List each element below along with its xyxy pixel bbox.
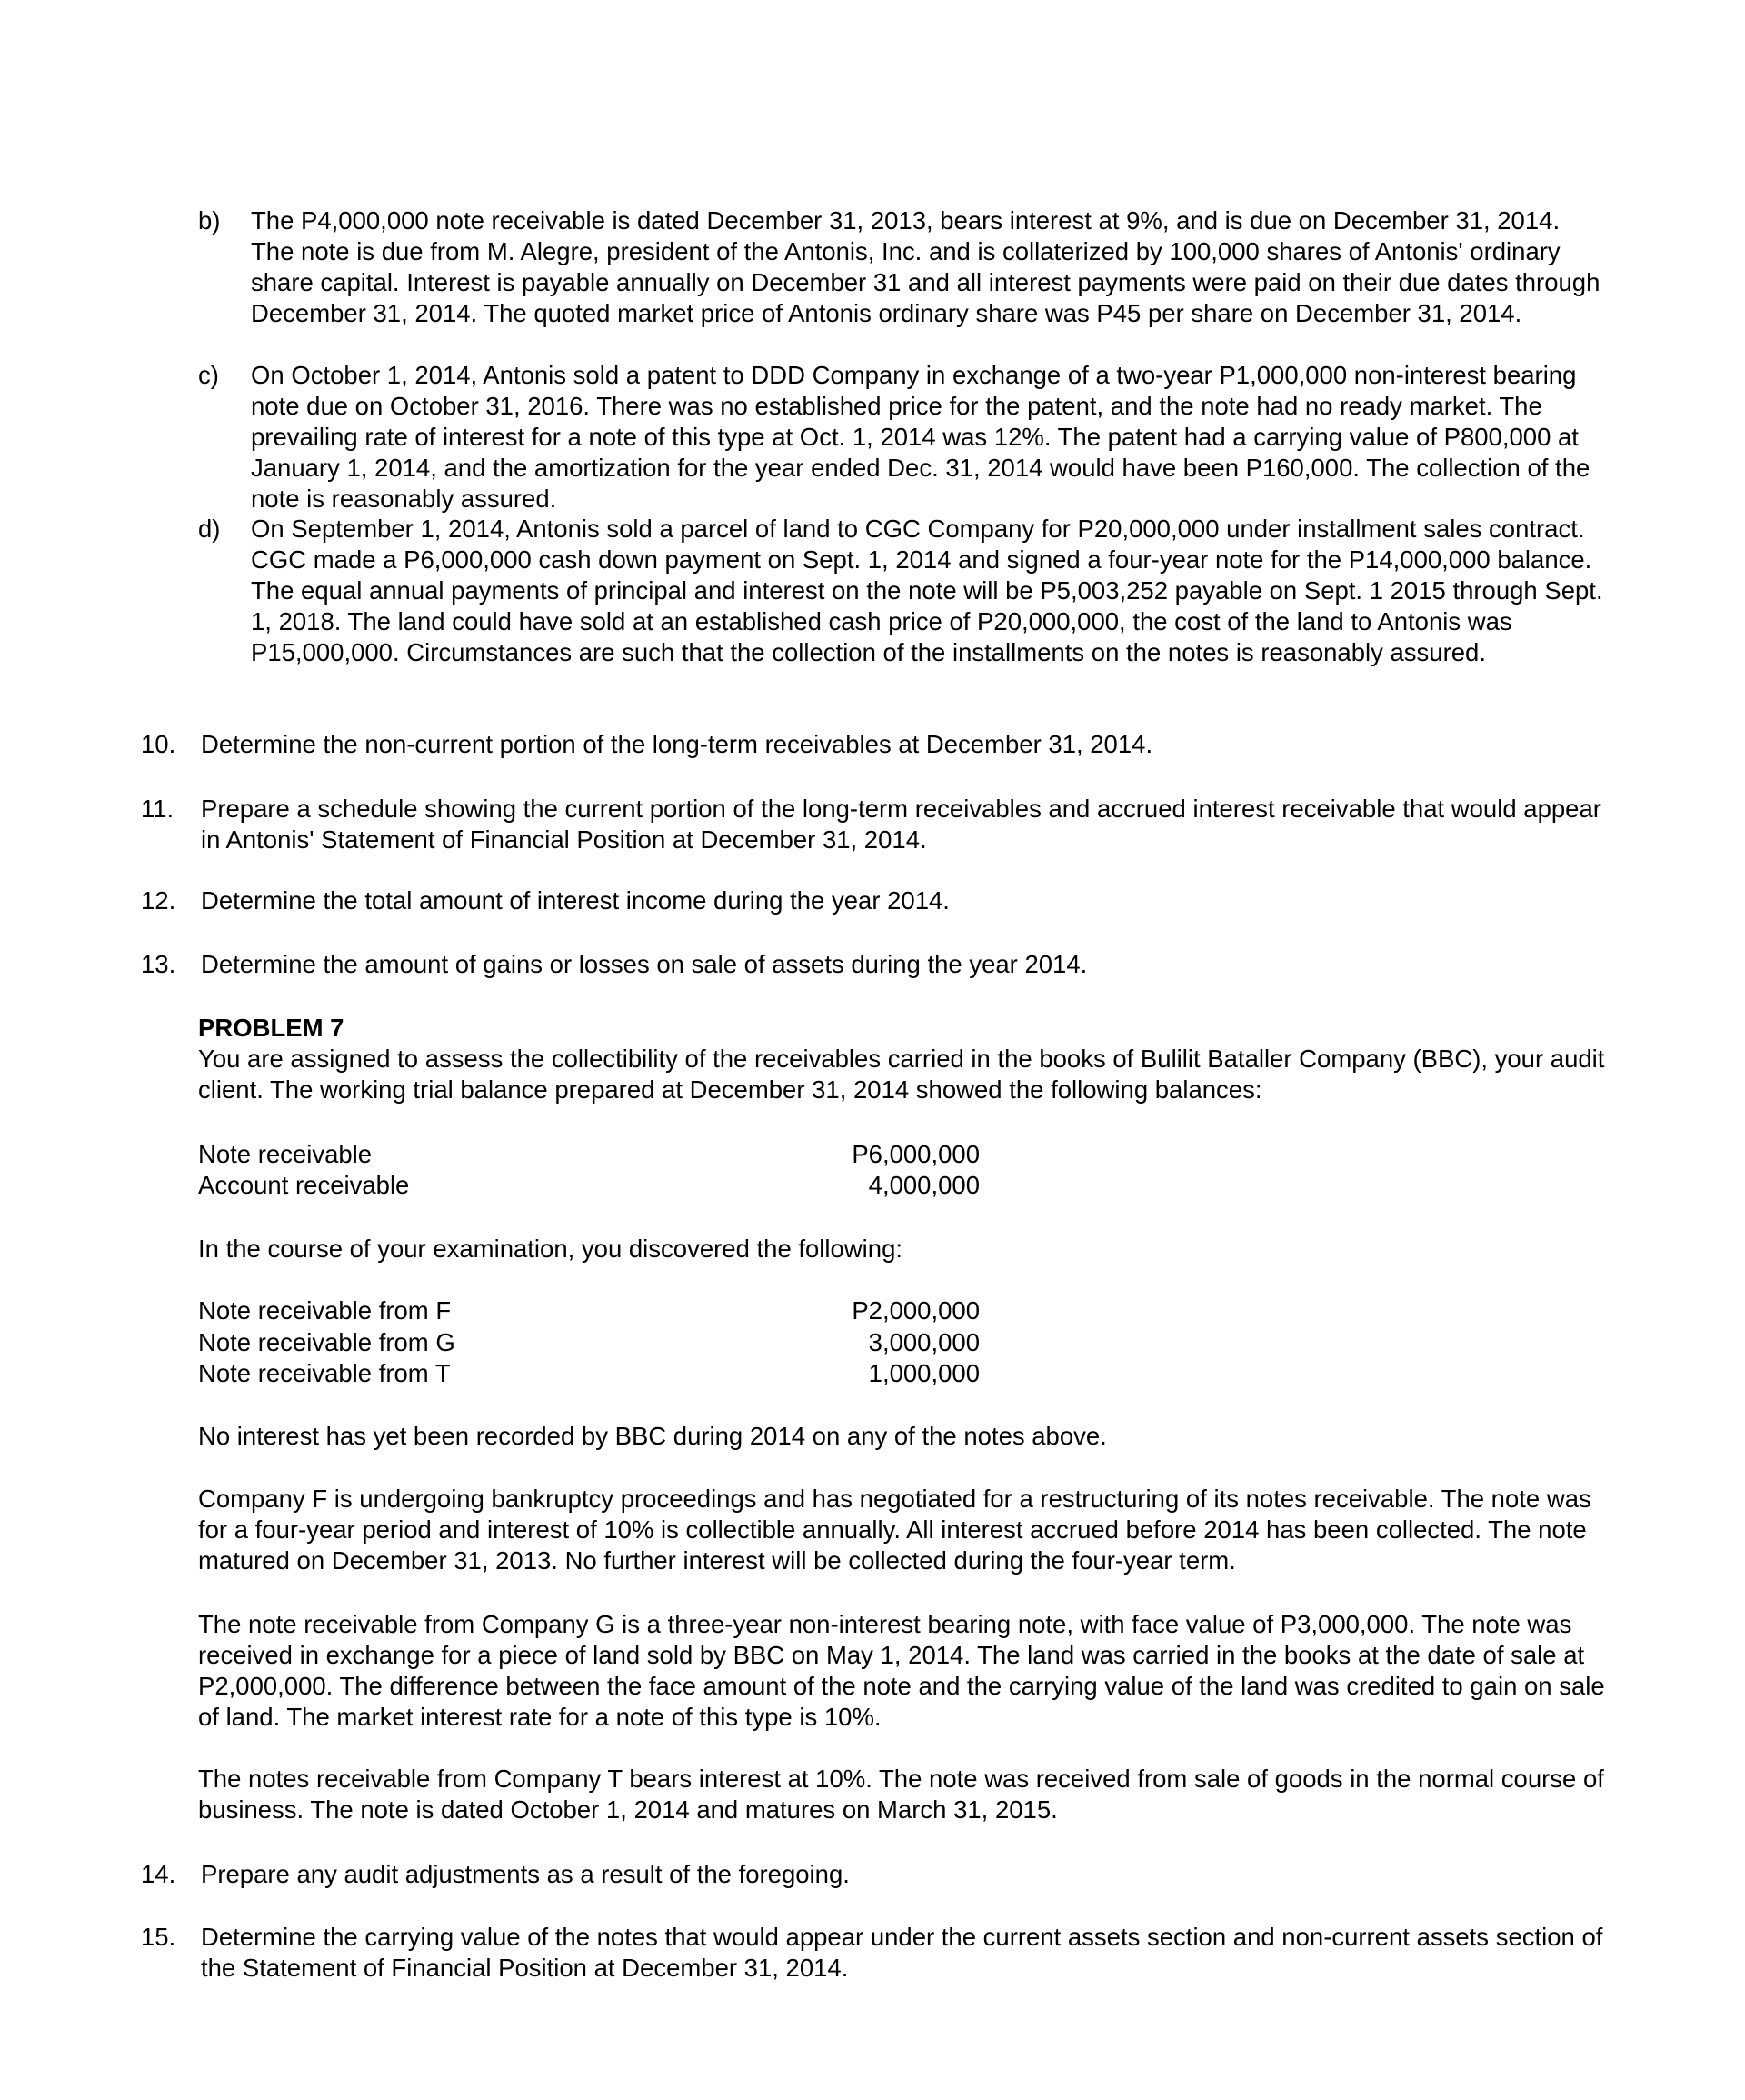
balance-amount: 4,000,000 [868,1171,980,1199]
balance-amount: P6,000,000 [852,1140,980,1168]
question-number: 15. [141,1923,176,1951]
note-label: Note receivable from T [198,1359,451,1387]
balance-row [198,1139,980,1170]
question-text: Determine the amount of gains or losses on sale of assets during the year 2014. [201,950,1088,978]
note-amount: 1,000,000 [868,1359,980,1387]
note-amount: P2,000,000 [852,1296,980,1325]
item-letter: d) [198,515,221,543]
no-interest-paragraph: No interest has yet been recorded by BBC during 2014 on any of the notes above. [198,1422,1107,1450]
question-text: Prepare any audit adjustments as a result of the foregoing. [201,1860,850,1888]
question-text: Determine the non-current portion of the long-term receivables at December 31, 2014. [201,730,1153,758]
item-letter: c) [198,361,219,389]
problem-heading: PROBLEM 7 [198,1014,344,1042]
note-row [198,1327,980,1358]
question-text: Determine the total amount of interest income during the year 2014. [201,886,950,915]
note-row [198,1358,980,1389]
item-text: On September 1, 2014, Antonis sold a parcel of land to CGC Company for P20,000,000 under installment sales contract. CGC made a P6,000,000 cash down payment on Sept. 1, 2014 and signed a four-year note for the P14,000,000 balance. The equal annual payments of principal and interest on the note will be P5,003,252 payable on Sept. 1 2015 through Sept. 1, 2018. The land could have sold at an established cash price of P20,000,000, the cost of the land to Antonis was P15,000,000. Circumstances are such that the collection of the installments on the notes is reasonably assured. [251,515,1603,666]
question-number: 11. [141,795,174,823]
question-number: 12. [141,886,176,915]
note-amount: 3,000,000 [868,1328,980,1356]
item-text: The P4,000,000 note receivable is dated December 31, 2013, bears interest at 9%, and is due on December 31, 2014. The note is due from M. Alegre, president of the Antonis, Inc. and is collaterized by 100,000 shares of Antonis' ordinary share capital. Interest is payable annually on December 31 and all interest payments were paid on their due dates through December 31, 2014. The quoted market price of Antonis ordinary share was P45 per share on December 31, 2014. [251,206,1600,327]
question-text: Prepare a schedule showing the current portion of the long-term receivables and accrued interest receivable that would appear in Antonis' Statement of Financial Position at December 31, 2014. [201,795,1601,854]
item-text: On October 1, 2014, Antonis sold a patent to DDD Company in exchange of a two-year P1,000,000 non-interest bearing note due on October 31, 2016. There was no established price for the patent, and the note had no ready market. The prevailing rate of interest for a note of this type at Oct. 1, 2014 was 12%. The patent had a carrying value of P800,000 at January 1, 2014, and the amortization for the year ended Dec. 31, 2014 would have been P160,000. The collection of the note is reasonably assured. [251,361,1590,513]
question-number: 14. [141,1860,176,1888]
company-t-paragraph: The notes receivable from Company T bears interest at 10%. The note was received from sale of goods in the normal course of business. The note is dated October 1, 2014 and matures on March 31, 2015. [198,1765,1604,1824]
balance-label: Note receivable [198,1140,373,1168]
company-g-paragraph: The note receivable from Company G is a three-year non-interest bearing note, with face value of P3,000,000. The note was received in exchange for a piece of land sold by BBC on May 1, 2014. The land was carried in the books at the date of sale at P2,000,000. The difference between the face amount of the note and the carrying value of the land was credited to gain on sale of land. The market interest rate for a note of this type is 10%. [198,1610,1605,1731]
note-label: Note receivable from G [198,1328,455,1356]
balance-row [198,1170,980,1201]
note-row [198,1295,980,1326]
question-text: Determine the carrying value of the notes that would appear under the current assets section and non-current assets section of the Statement of Financial Position at December 31, 2014. [201,1923,1603,1982]
note-label: Note receivable from F [198,1296,452,1325]
question-number: 10. [141,730,176,758]
balance-label: Account receivable [198,1171,410,1199]
problem-intro: You are assigned to assess the collectibility of the receivables carried in the books of Bulilit Bataller Company (BBC), your audit client. The working trial balance prepared at December 31, 2014 showed the following balances: [198,1045,1605,1104]
discovered-intro: In the course of your examination, you discovered the following: [198,1235,903,1263]
question-number: 13. [141,950,176,978]
item-letter: b) [198,206,221,235]
company-f-paragraph: Company F is undergoing bankruptcy proceedings and has negotiated for a restructuring of its notes receivable. The note was for a four-year period and interest of 10% is collectible annually. All interest accrued before 2014 has been collected. The note matured on December 31, 2013. No further interest will be collected during the four-year term. [198,1485,1591,1575]
